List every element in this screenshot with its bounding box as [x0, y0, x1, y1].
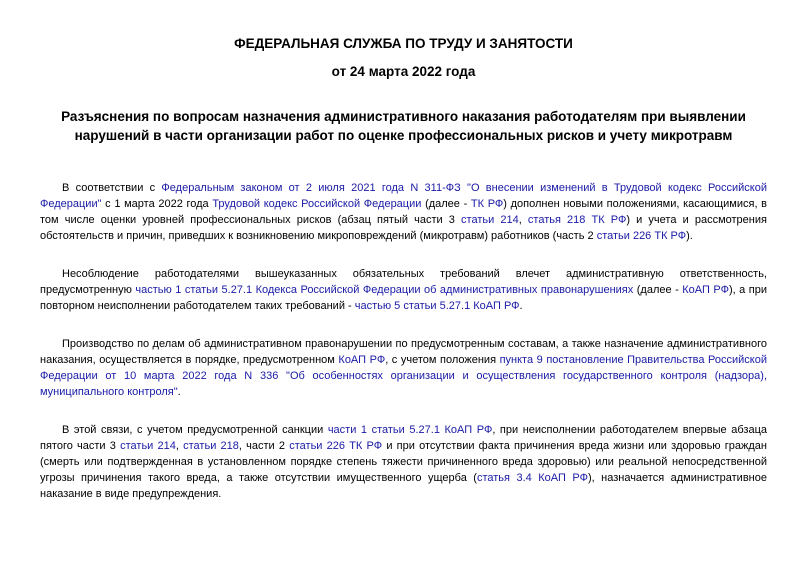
text-segment: (далее -	[633, 284, 683, 296]
text-segment: , части 2	[238, 440, 290, 452]
paragraph-2	[40, 266, 767, 314]
link-article-218[interactable]: статья 218 ТК РФ	[527, 214, 627, 226]
document-body	[40, 180, 767, 524]
text-segment: В соответствии с	[62, 182, 162, 194]
text-segment: ), а при повторном неисполнении работодателем таких требований -	[40, 284, 768, 312]
organization-heading: ФЕДЕРАЛЬНАЯ СЛУЖБА ПО ТРУДУ И ЗАНЯТОСТИ	[234, 36, 573, 51]
link-article-218[interactable]: статьи 218	[183, 440, 239, 452]
link-koap-rf[interactable]: КоАП РФ	[338, 354, 386, 366]
link-article-214[interactable]: статьи 214	[120, 440, 176, 452]
text-segment: Производство по делам об административном правонарушении по предусмотренным составам, а также назначение административного наказания, осуществляется в порядке, предусмотренном	[40, 338, 767, 366]
paragraph-4	[40, 422, 767, 502]
link-koap-rf[interactable]: КоАП РФ	[682, 284, 729, 296]
document-title: Разъяснения по вопросам назначения административного наказания работодателям при выявлении нарушений в части организации работ по оценке профессиональных рисков и учету микротравм	[61, 109, 746, 143]
link-article-226[interactable]: статьи 226 ТК РФ	[289, 440, 383, 452]
paragraph-3	[40, 336, 767, 400]
link-koap-5-27-1-part-1[interactable]: частью 1 статьи 5.27.1 Кодекса Российской Федерации об административных правонарушениях	[135, 284, 634, 296]
text-segment: ) дополнен новыми положениями, касающимися, в том числе оценки уровней профессиональных рисков (абзац пятый части 3	[40, 198, 768, 226]
text-segment: , с учетом положения	[385, 354, 500, 366]
text-segment: с 1 марта 2022 года	[101, 198, 213, 210]
text-segment: ).	[686, 230, 693, 242]
text-segment: ), назначается административное наказание в виде предупреждения.	[40, 472, 767, 500]
text-segment: .	[519, 300, 523, 312]
text-segment: (далее -	[421, 198, 471, 210]
link-koap-5-27-1-part-1[interactable]: части 1 статьи 5.27.1 КоАП РФ	[327, 424, 493, 436]
link-government-decree-336[interactable]: пункта 9 постановление Правительства Российской Федерации от 10 марта 2022 года N 336 "Об особенностях организации и осуществления государственного контроля (надзора), муниципального контроля"	[40, 354, 767, 398]
text-segment: Несоблюдение работодателями вышеуказанных обязательных требований влечет административную ответственность, предусмотренную	[40, 268, 767, 296]
text-segment: и при отсутствии факта причинения вреда жизни или здоровью граждан (смерть или подтвержденная в установленном порядке степень тяжести причиненного вреда здоровью) или реальной непосредственной угрозы причинения такого вреда, а также отсутствии имущественного ущерба (	[40, 440, 767, 484]
text-segment: В этой связи, с учетом предусмотренной санкции	[62, 424, 328, 436]
link-article-214[interactable]: статьи 214	[461, 214, 519, 226]
link-koap-3-4[interactable]: статья 3.4 КоАП РФ	[476, 472, 588, 484]
text-segment: ) и учета и рассмотрения обстоятельств и причин, приведших к возникновению микроповреждений (микротравм) работников (часть 2	[40, 214, 767, 242]
text-segment: .	[177, 386, 181, 398]
text-segment: , при неисполнении работодателем впервые абзаца пятого части 3	[40, 424, 767, 452]
link-tk-rf[interactable]: ТК РФ	[470, 198, 504, 210]
paragraph-1	[40, 180, 767, 244]
text-segment: ,	[175, 440, 184, 452]
document-date: от 24 марта 2022 года	[331, 64, 476, 79]
link-federal-law-311[interactable]: Федеральным законом от 2 июля 2021 года N 311-ФЗ "О внесении изменений в Трудовой кодекс Российской Федерации"	[40, 182, 768, 210]
text-segment: ,	[518, 214, 528, 226]
link-article-226[interactable]: статьи 226 ТК РФ	[596, 230, 687, 242]
link-koap-5-27-1-part-5[interactable]: частью 5 статьи 5.27.1 КоАП РФ	[354, 300, 520, 312]
link-labor-code[interactable]: Трудовой кодекс Российской Федерации	[212, 198, 422, 210]
